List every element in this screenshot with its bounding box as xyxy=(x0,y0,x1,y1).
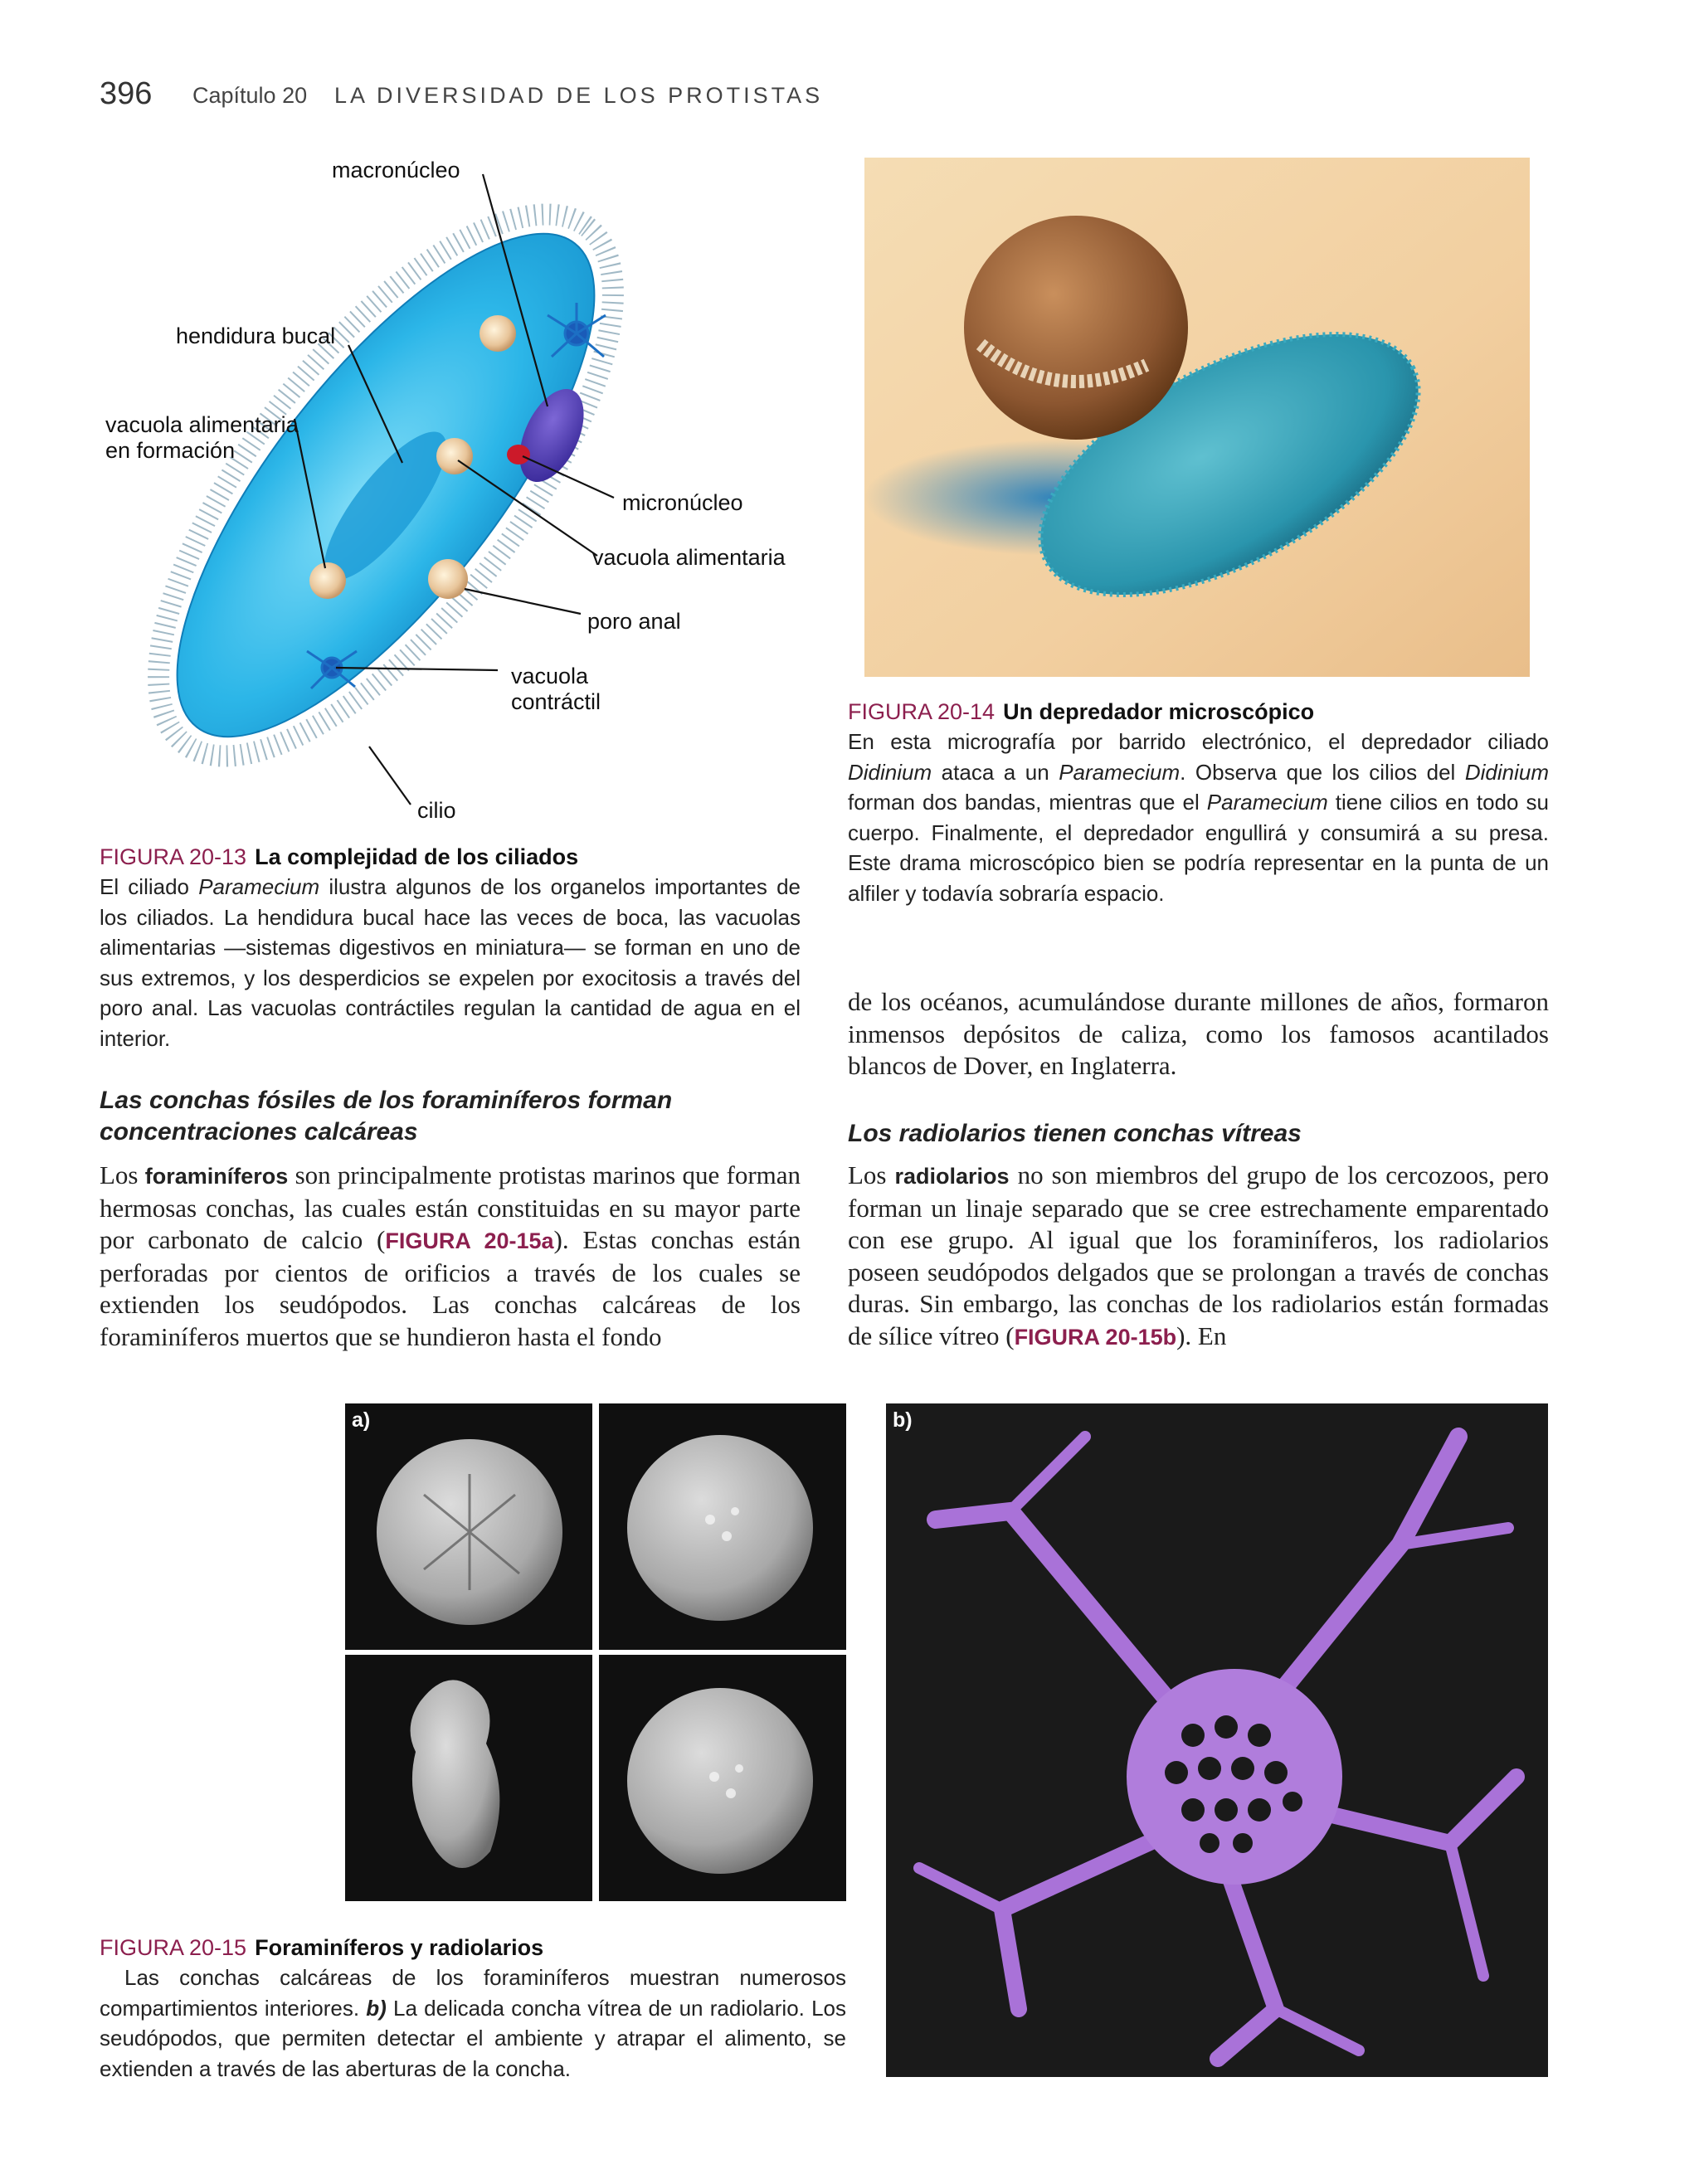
figure-title: Foraminíferos y radiolarios xyxy=(255,1935,544,1960)
didinium-micrograph xyxy=(864,158,1530,677)
radiolarian-micrograph xyxy=(886,1403,1548,2077)
caption-body: Las conchas calcáreas de los foraminíferos muestran numerosos compartimientos interiores. b) La delicada concha vítrea de un radiolario. Los seudópodos, que permiten detectar el ambiente y atrapar el alimento, se extienden a través de las aberturas de la concha. xyxy=(100,1965,846,2081)
panel-label-b: b) xyxy=(893,1408,913,1432)
section-heading-radiolarios: Los radiolarios tienen conchas vítreas xyxy=(848,1120,1302,1147)
caption-title xyxy=(100,1933,846,1963)
chapter-label: Capítulo 20 xyxy=(192,83,308,108)
figure-13-caption xyxy=(100,842,801,1053)
figure-number: FIGURA 20-15 xyxy=(100,1935,247,1960)
didinium-predator xyxy=(964,216,1188,440)
panel-label-a: a) xyxy=(352,1408,371,1432)
figure-reference-15a[interactable]: FIGURA 20-15a xyxy=(385,1228,554,1253)
figure-title: La complejidad de los ciliados xyxy=(255,844,579,869)
figure-number: FIGURA 20-14 xyxy=(848,699,996,724)
foraminifera-shell xyxy=(627,1435,813,1621)
term-radiolarios: radiolarios xyxy=(894,1164,1010,1189)
figure-15-caption xyxy=(100,1933,846,2084)
label-vacuola-contractil-1: vacuola xyxy=(511,664,589,688)
label-cilio: cilio xyxy=(417,798,456,823)
figure-14-caption xyxy=(848,697,1549,908)
label-micronucleo: micronúcleo xyxy=(622,490,743,515)
food-vacuole-forming xyxy=(309,562,346,599)
food-vacuole xyxy=(436,438,473,474)
caption-title xyxy=(100,842,801,872)
figure-reference-15b[interactable]: FIGURA 20-15b xyxy=(1014,1324,1177,1350)
food-vacuole xyxy=(428,559,468,599)
micronucleus xyxy=(507,445,530,465)
figure-number: FIGURA 20-13 xyxy=(100,844,247,869)
foraminifera-micrographs xyxy=(345,1403,846,1901)
radiolarian-shell xyxy=(1127,1669,1342,1885)
caption-body: En esta micrografía por barrido electrónico, el depredador ciliado Didinium ataca a un Paramecium. Observa que los cilios del Didinium forman dos bandas, mientras que el Paramecium tiene cilios en todo su cuerpo. Finalmente, el depredador engullirá y consumirá a su presa. Este drama microscópico bien se podría representar en la punta de un alfiler y todavía sobraría espacio. xyxy=(848,729,1549,906)
label-macronucleo: macronúcleo xyxy=(332,158,460,182)
food-vacuole xyxy=(480,315,516,352)
paragraph-continuation: de los océanos, acumulándose durante millones de años, formaron inmensos depósitos de caliza, como los famosos acantilados blancos de Dover, en Inglaterra. xyxy=(848,987,1549,1080)
foraminifera-shell xyxy=(627,1688,813,1874)
paragraph-radiolarios: Los radiolarios no son miembros del grupo de los cercozoos, pero forman un linaje separado que se cree estrechamente emparentado con ese grupo. Al igual que los foraminíferos, los radiolarios poseen seudópodos delgados que se prolongan a través de conchas duras. Sin embargo, las conchas de los radiolarios están formadas de sílice vítreo (FIGURA 20-15b). En xyxy=(848,1160,1550,1350)
page-number: 396 xyxy=(100,76,153,111)
label-vacuola-formacion-2: en formación xyxy=(105,438,236,463)
paragraph-foraminiferos: Los foraminíferos son principalmente protistas marinos que forman hermosas conchas, las cuales están constituidas en su mayor parte por carbonato de calcio (FIGURA 20-15a). Estas conchas están perforadas por cientos de orificios a través de los cuales se extienden los seudópodos. Las conchas calcáreas de los foraminíferos muertos que se hundieron hasta el fondo xyxy=(100,1160,801,1351)
label-hendidura-bucal: hendidura bucal xyxy=(176,323,336,348)
label-vacuola-contractil-2: contráctil xyxy=(511,689,601,714)
label-poro-anal: poro anal xyxy=(587,609,681,634)
figure-title: Un depredador microscópico xyxy=(1003,699,1315,724)
label-vacuola-alimentaria: vacuola alimentaria xyxy=(592,545,786,570)
chapter-title: LA DIVERSIDAD DE LOS PROTISTAS xyxy=(334,83,824,108)
caption-body: El ciliado Paramecium ilustra algunos de los organelos importantes de los ciliados. La hendidura bucal hace las veces de boca, las vacuolas alimentarias —sistemas digestivos en miniatura— se forman en uno de sus extremos, y los desperdicios se expelen por exocitosis a través del poro anal. Las vacuolas contráctiles regulan la cantidad de agua en el interior. xyxy=(100,874,801,1051)
label-vacuola-formacion-1: vacuola alimentaria xyxy=(105,412,299,437)
caption-title xyxy=(848,697,1549,727)
term-foraminiferos: foraminíferos xyxy=(144,1164,289,1189)
section-heading-foraminiferos: Las conchas fósiles de los foraminíferos forman concentraciones calcáreas xyxy=(100,1087,673,1146)
